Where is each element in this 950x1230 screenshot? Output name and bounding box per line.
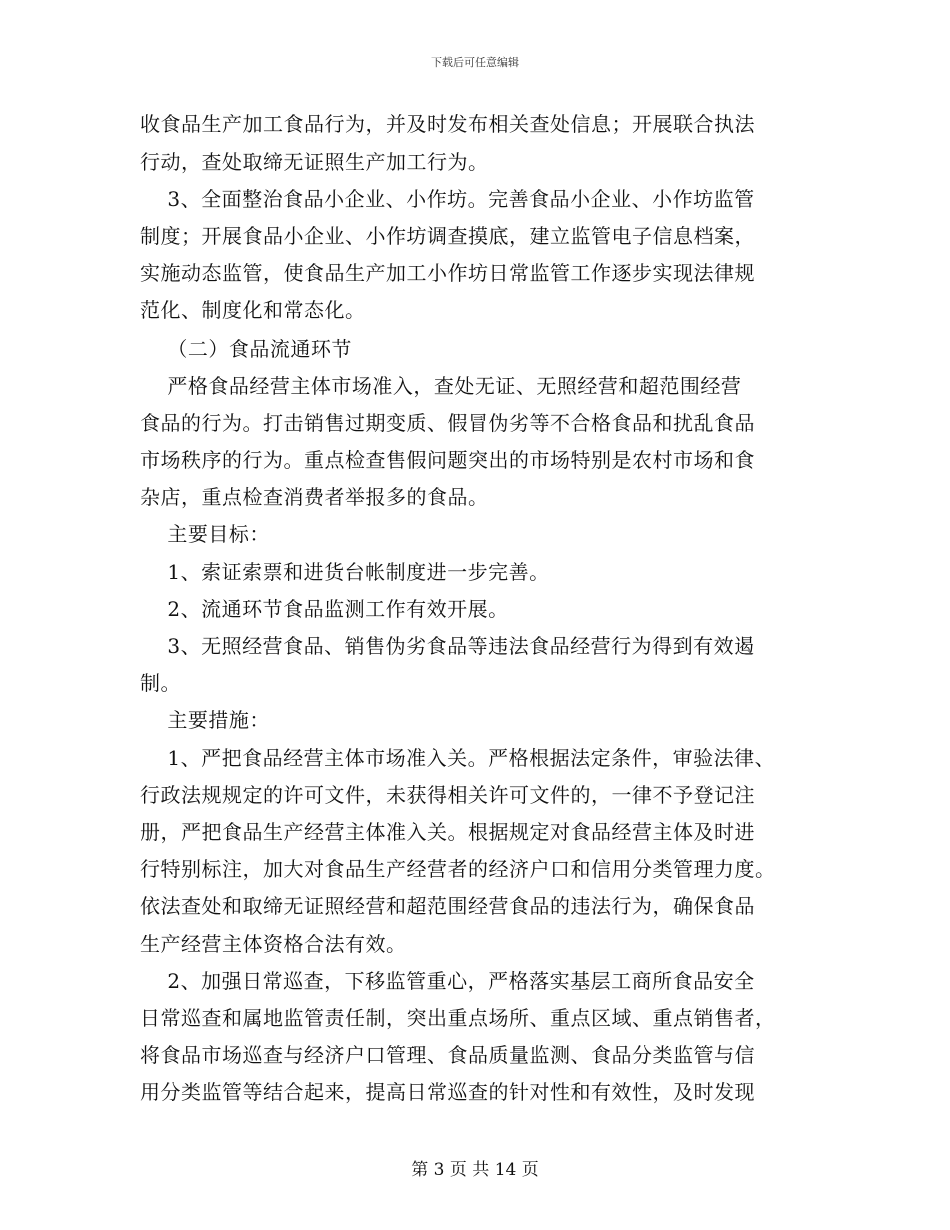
text-line: 严格食品经营主体市场准入，查处无证、无照经营和超范围经营 — [140, 374, 742, 398]
text-line: 行特别标注，加大对食品生产经营者的经济户口和信用分类管理力度。 — [140, 857, 776, 881]
text-line: 1、严把食品经营主体市场准入关。严格根据法定条件，审验法律、 — [140, 746, 776, 770]
text-line: 食品的行为。打击销售过期变质、假冒伪劣等不合格食品和扰乱食品 — [140, 411, 755, 435]
text-line: 将食品市场巡查与经济户口管理、食品质量监测、食品分类监管与信 — [140, 1043, 755, 1067]
page-footer: 第 3 页 共 14 页 — [411, 1160, 539, 1180]
text-line: 用分类监管等结合起来，提高日常巡查的针对性和有效性，及时发现 — [140, 1080, 755, 1104]
text-line: 2、加强日常巡查，下移监管重心，严格落实基层工商所食品安全 — [140, 969, 755, 993]
text-line: 行政法规规定的许可文件，未获得相关许可文件的，一律不予登记注 — [140, 783, 755, 807]
text-line: 实施动态监管，使食品生产加工小作坊日常监管工作逐步实现法律规 — [140, 261, 755, 285]
text-line: 主要目标： — [140, 522, 270, 546]
page-header: 下载后可任意编辑 — [431, 56, 519, 69]
section-heading: （二）食品流通环节 — [140, 337, 352, 361]
text-line: 杂店，重点检查消费者举报多的食品。 — [140, 485, 489, 509]
text-line: 3、全面整治食品小企业、小作坊。完善食品小企业、小作坊监管 — [140, 187, 755, 211]
text-line: 册，严把食品生产经营主体准入关。根据规定对食品经营主体及时进 — [140, 820, 755, 844]
text-line: 2、流通环节食品监测工作有效开展。 — [140, 597, 509, 621]
text-line: 主要措施： — [140, 708, 270, 732]
text-line: 范化、制度化和常态化。 — [140, 298, 366, 322]
text-line: 生产经营主体资格合法有效。 — [140, 932, 407, 956]
text-line: 依法查处和取缔无证照经营和超范围经营食品的违法行为，确保食品 — [140, 894, 755, 918]
text-line: 制。 — [140, 671, 181, 695]
text-line: 日常巡查和属地监管责任制，突出重点场所、重点区域、重点销售者， — [140, 1006, 776, 1030]
text-line: 3、无照经营食品、销售伪劣食品等违法食品经营行为得到有效遏 — [140, 634, 755, 658]
text-line: 市场秩序的行为。重点检查售假问题突出的市场特别是农村市场和食 — [140, 448, 755, 472]
text-line: 1、索证索票和进货台帐制度进一步完善。 — [140, 560, 550, 584]
text-line: 制度；开展食品小企业、小作坊调查摸底，建立监管电子信息档案， — [140, 224, 755, 248]
text-line: 收食品生产加工食品行为，并及时发布相关查处信息；开展联合执法 — [140, 112, 755, 136]
text-line: 行动，查处取缔无证照生产加工行为。 — [140, 150, 489, 174]
